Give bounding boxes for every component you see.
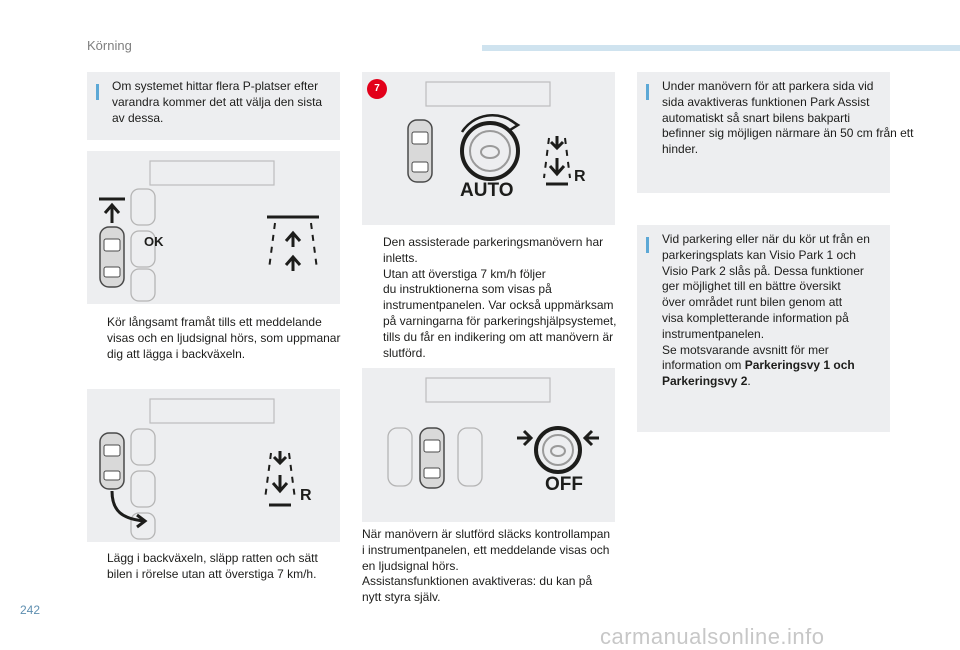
reference-link[interactable]: Parkeringsvy 2 xyxy=(662,374,748,389)
step-forward-instruction: Kör långsamt framåt tills ett meddelande visas och en ljudsignal hörs, som uppmanar dig att lägga i backväxeln. xyxy=(107,315,341,361)
diagram-off xyxy=(362,368,615,522)
info-marker xyxy=(96,84,99,100)
completion-paragraph: När manövern är slutförd släcks kontrollampan i instrumentpanelen, ett meddelande visas och en ljudsignal hörs. Assistansfunktionen avaktiveras: du kan på nytt styra själv. xyxy=(362,527,611,605)
diagram-reverse xyxy=(87,389,340,542)
page-number: 242 xyxy=(20,603,41,617)
diagram-auto-graphic xyxy=(362,72,615,225)
auto-label: AUTO xyxy=(460,180,514,201)
diagram-forward-ok xyxy=(87,151,340,304)
reverse-label: R xyxy=(300,487,312,504)
section-title: Körning xyxy=(87,38,132,53)
info-box-visio-park xyxy=(637,225,890,432)
info-text: Vid parkering eller när du kör ut från en parkeringsplats kan Visio Park 1 och Visio Park 2 slås på. Dessa funktioner ger möjlighet till en bättre översikt över området runt bilen genom att visa kompletterande information på instrumentpanelen. Se motsvarande avsnitt för mer information om Parkeringsvy 1 och Parkeringsvy 2. xyxy=(662,232,870,389)
info-marker xyxy=(646,237,649,253)
step-reverse-instruction: Lägg i backväxeln, släpp ratten och sätt bilen i rörelse utan att överstiga 7 km/h. xyxy=(107,551,318,581)
reverse-label: R xyxy=(574,168,586,185)
watermark: carmanualsonline.info xyxy=(600,624,825,649)
reference-link[interactable]: Parkeringsvy 1 och xyxy=(744,358,855,373)
diagram-auto-steering xyxy=(362,72,615,225)
info-text: Under manövern för att parkera sida vid sida avaktiveras funktionen Park Assist automatiskt så snart bilens bakparti befinner sig möjligen närmare än 50 cm från ett hinder. xyxy=(662,79,914,157)
steering-wheel-icon xyxy=(462,115,518,179)
step-assisted-instruction: Den assisterade parkeringsmanövern har inletts. Utan att överstiga 7 km/h följer du instruktionerna som visas på instrumentpanelen. Var också uppmärksam på varningarna för parkeringshjälpsystemet, tills du får en indikering om att manövern är slutförd. xyxy=(383,235,617,360)
ok-label: OK xyxy=(144,234,164,249)
info-box-park-assist-off xyxy=(637,72,914,193)
step-badge: 7 xyxy=(367,79,387,99)
diagram-off-graphic xyxy=(362,368,615,522)
info-box-multiple-spaces xyxy=(87,72,340,140)
steering-wheel-icon xyxy=(536,428,580,472)
info-text: Om systemet hittar flera P-platser efter varandra kommer det att välja den sista av dessa. xyxy=(112,79,323,125)
header-bar xyxy=(482,45,960,51)
info-marker xyxy=(646,84,649,100)
off-label: OFF xyxy=(545,474,583,495)
car-icon xyxy=(100,433,124,489)
car-icon xyxy=(100,227,124,287)
car-icon xyxy=(420,428,444,488)
diagram-reverse-graphic xyxy=(87,389,340,542)
car-icon xyxy=(408,120,432,182)
diagram-forward-ok-graphic xyxy=(87,151,340,304)
